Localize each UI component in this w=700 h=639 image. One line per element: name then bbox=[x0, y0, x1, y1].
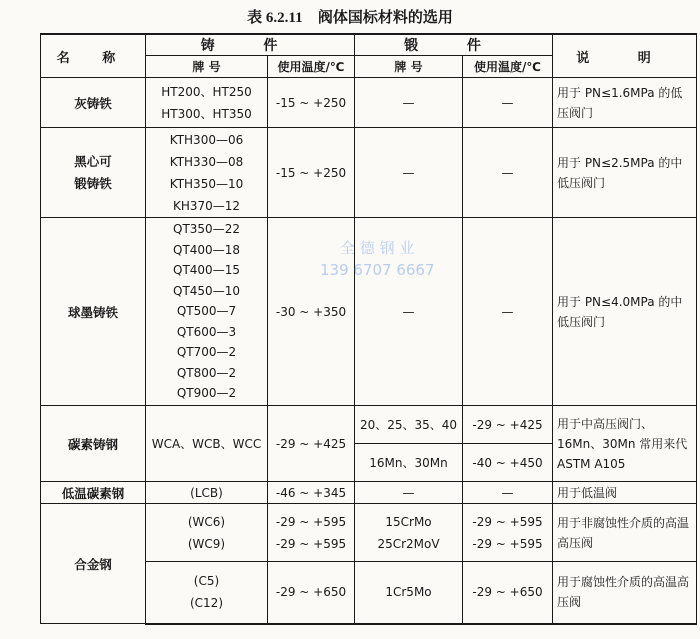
cast-grade-cell bbox=[146, 78, 268, 128]
header-name: 名 称 bbox=[41, 34, 146, 78]
forge-grade: 16Mn、30Mn bbox=[355, 444, 463, 482]
cast-grade: QT500—7 bbox=[176, 304, 237, 319]
cast-grade: QT800—2 bbox=[176, 365, 237, 380]
cast-grade-cell bbox=[146, 562, 268, 624]
cast-grade: (C12) bbox=[189, 596, 223, 611]
cast-temp: -29 ~ +650 bbox=[268, 562, 355, 624]
cast-grade: (WC6) bbox=[187, 514, 226, 529]
note: 用于低温阀 bbox=[553, 482, 697, 504]
forge-temp: -40 ~ +450 bbox=[463, 444, 553, 482]
row-name-carbon: 碳素铸钢 bbox=[41, 406, 146, 482]
row-name-gray: 灰铸铁 bbox=[41, 78, 146, 128]
note: 用于 PN≤1.6MPa 的低压阀门 bbox=[553, 78, 697, 128]
cast-grade: (WC9) bbox=[187, 536, 226, 551]
cast-temp: -29 ~ +425 bbox=[268, 406, 355, 482]
forge-grade: 1Cr5Mo bbox=[355, 562, 463, 624]
cast-temp: -30 ~ +350 bbox=[268, 218, 355, 406]
forge-grade: — bbox=[355, 218, 463, 406]
note: 用于中高压阀门、16Mn、30Mn 常用来代 ASTM A105 bbox=[553, 406, 697, 482]
header-casting: 铸 件 bbox=[146, 34, 355, 56]
forge-temp: — bbox=[463, 482, 553, 504]
table-caption bbox=[0, 6, 700, 27]
forge-temp: -29 ~ +595 bbox=[472, 536, 543, 551]
cast-temp-cell bbox=[268, 504, 355, 562]
cast-grade: QT400—15 bbox=[173, 263, 240, 278]
forge-grade: — bbox=[355, 78, 463, 128]
forge-grade: 15CrMo bbox=[385, 514, 432, 529]
forge-temp-cell bbox=[463, 504, 553, 562]
header-forge-temp: 使用温度/℃ bbox=[463, 56, 553, 78]
forge-grade: — bbox=[355, 482, 463, 504]
row-name-malleable bbox=[41, 128, 146, 218]
header-note: 说 明 bbox=[553, 34, 697, 78]
cast-grade: QT600—3 bbox=[176, 324, 237, 339]
watermark-line: 全 德 钢 业 bbox=[340, 239, 415, 257]
cast-grade: QT400—18 bbox=[173, 242, 240, 257]
forge-grade-cell bbox=[355, 504, 463, 562]
row-name-ductile: 球墨铸铁 bbox=[41, 218, 146, 406]
forge-temp: — bbox=[463, 218, 553, 406]
cast-grade: KH370—12 bbox=[172, 198, 241, 213]
cast-grade: (C5) bbox=[193, 574, 220, 589]
cast-grade: WCA、WCB、WCC bbox=[146, 406, 268, 482]
note: 用于非腐蚀性介质的高温高压阀 bbox=[553, 504, 697, 562]
cast-grade: QT350—22 bbox=[173, 222, 240, 237]
cast-grade-cell bbox=[146, 504, 268, 562]
cast-grade-cell bbox=[146, 128, 268, 218]
header-cast-temp: 使用温度/℃ bbox=[268, 56, 355, 78]
note: 用于 PN≤4.0MPa 的中低压阀门 bbox=[553, 218, 697, 406]
material-table bbox=[40, 33, 697, 625]
cast-grade: KTH300—06 bbox=[169, 132, 244, 147]
cast-grade: (LCB) bbox=[146, 482, 268, 504]
forge-temp: -29 ~ +595 bbox=[472, 514, 543, 529]
forge-grade: — bbox=[355, 128, 463, 218]
cast-grade: KTH350—10 bbox=[169, 176, 244, 191]
row-name-line: 黑心可 bbox=[74, 153, 112, 169]
row-name-line: 锻铸铁 bbox=[74, 175, 112, 191]
cast-temp: -15 ~ +250 bbox=[268, 78, 355, 128]
table-row bbox=[41, 218, 697, 406]
cast-temp: -15 ~ +250 bbox=[268, 128, 355, 218]
table-row bbox=[41, 128, 697, 218]
cast-temp: -46 ~ +345 bbox=[268, 482, 355, 504]
cast-grade: KTH330—08 bbox=[169, 154, 244, 169]
cast-grade-cell bbox=[146, 218, 268, 406]
watermark-line: 139 6707 6667 bbox=[320, 261, 435, 279]
cast-grade: QT900—2 bbox=[176, 386, 237, 401]
table-row bbox=[41, 482, 697, 504]
forge-grade: 25Cr2MoV bbox=[377, 536, 440, 551]
table-title: 阀体国标材料的选用 bbox=[317, 8, 453, 26]
forge-temp: -29 ~ +425 bbox=[463, 406, 553, 444]
cast-grade: HT200、HT250 bbox=[161, 84, 252, 99]
row-name-lowtemp: 低温碳素钢 bbox=[41, 482, 146, 504]
cast-temp: -29 ~ +595 bbox=[275, 536, 347, 551]
cast-grade: QT450—10 bbox=[173, 283, 240, 298]
cast-grade: HT300、HT350 bbox=[161, 106, 252, 121]
note: 用于腐蚀性介质的高温高压阀 bbox=[553, 562, 697, 624]
table-number: 表 6.2.11 bbox=[247, 10, 303, 26]
header-forge-grade: 牌 号 bbox=[355, 56, 463, 78]
row-name-alloy: 合金钢 bbox=[41, 504, 146, 624]
cast-temp: -29 ~ +595 bbox=[275, 514, 347, 529]
header-cast-grade: 牌 号 bbox=[146, 56, 268, 78]
table-row bbox=[41, 406, 697, 444]
header-forging: 锻 件 bbox=[355, 34, 553, 56]
table-row bbox=[41, 78, 697, 128]
table-row bbox=[41, 504, 697, 562]
forge-temp: — bbox=[463, 78, 553, 128]
forge-temp: — bbox=[463, 128, 553, 218]
forge-grade: 20、25、35、40 bbox=[355, 406, 463, 444]
note: 用于 PN≤2.5MPa 的中低压阀门 bbox=[553, 128, 697, 218]
forge-temp: -29 ~ +650 bbox=[463, 562, 553, 624]
cast-grade: QT700—2 bbox=[176, 345, 237, 360]
